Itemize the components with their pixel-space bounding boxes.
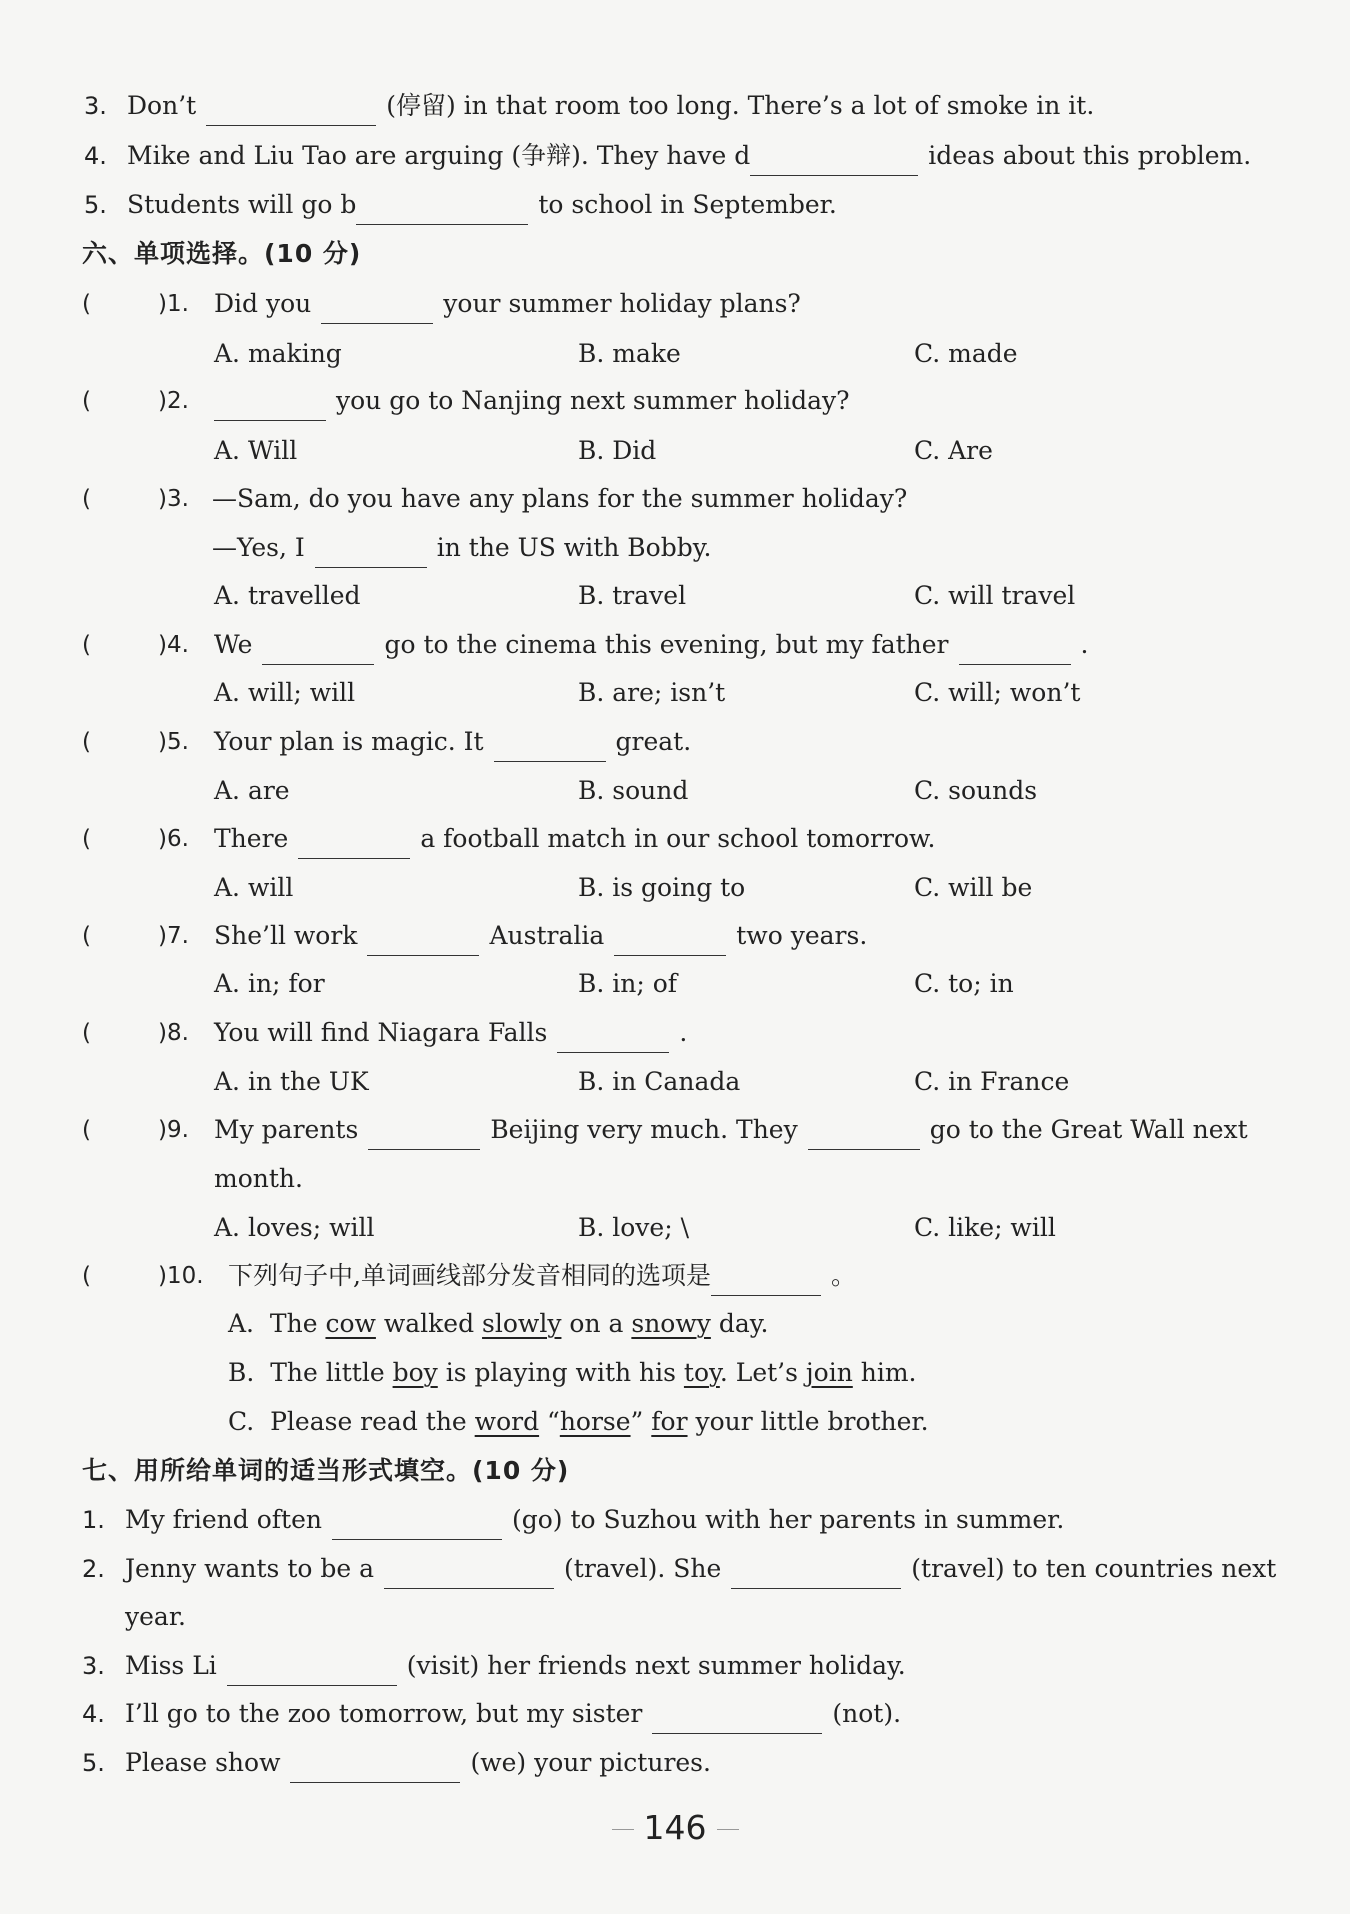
option-c[interactable]: C. like; will bbox=[914, 1213, 1056, 1242]
underlined-word: join bbox=[805, 1358, 853, 1387]
option-c[interactable]: C. will be bbox=[914, 873, 1033, 902]
question-text: (not). bbox=[832, 1699, 902, 1728]
underlined-word: slowly bbox=[482, 1309, 562, 1338]
answer-blank[interactable] bbox=[557, 1022, 669, 1053]
answer-blank[interactable] bbox=[356, 194, 528, 225]
question-text: month. bbox=[214, 1164, 303, 1193]
question-text: We bbox=[214, 630, 253, 659]
option-a[interactable]: A. Will bbox=[214, 436, 298, 465]
option-c[interactable]: C. made bbox=[914, 339, 1018, 368]
option-a[interactable]: A. will bbox=[214, 873, 294, 902]
question-text: (停留) in that room too long. There’s a lot of smoke in it. bbox=[386, 91, 1095, 120]
answer-blank[interactable] bbox=[711, 1265, 821, 1296]
question-text: Did you bbox=[214, 289, 312, 318]
question-text: (travel) to ten countries next bbox=[911, 1554, 1277, 1583]
question-text: ideas about this problem. bbox=[928, 141, 1252, 170]
option-b[interactable]: B. sound bbox=[578, 776, 689, 805]
question-text: go to the Great Wall next bbox=[929, 1115, 1248, 1144]
question-text: I’ll go to the zoo tomorrow, but my sister bbox=[125, 1699, 643, 1728]
question-text: your summer holiday plans? bbox=[443, 289, 801, 318]
underlined-word: cow bbox=[325, 1309, 376, 1338]
option-b[interactable]: B. Did bbox=[578, 436, 657, 465]
question-text: Beijing very much. They bbox=[490, 1115, 798, 1144]
question-text: (travel). She bbox=[564, 1554, 722, 1583]
answer-blank[interactable] bbox=[214, 390, 326, 421]
underlined-word: boy bbox=[392, 1358, 438, 1387]
option-c[interactable]: C. will; won’t bbox=[914, 678, 1081, 707]
option-c[interactable]: C. to; in bbox=[914, 969, 1014, 998]
answer-blank[interactable] bbox=[332, 1509, 502, 1540]
option-a[interactable]: A. will; will bbox=[214, 678, 356, 707]
question-text: —Sam, do you have any plans for the summer holiday? bbox=[212, 484, 908, 513]
answer-blank[interactable] bbox=[731, 1558, 901, 1589]
underlined-word: horse bbox=[559, 1407, 631, 1436]
answer-blank[interactable] bbox=[290, 1752, 460, 1783]
question-text: two years. bbox=[736, 921, 868, 950]
underlined-word: snowy bbox=[631, 1309, 711, 1338]
answer-blank[interactable] bbox=[808, 1119, 920, 1150]
option-b[interactable]: B. The little boy is playing with his toy. Let’s join him. bbox=[228, 1358, 917, 1387]
question-text: in the US with Bobby. bbox=[436, 533, 712, 562]
section-heading-6: 六、单项选择。(10 分) bbox=[82, 239, 362, 268]
section-heading-7: 七、用所给单词的适当形式填空。(10 分) bbox=[82, 1456, 570, 1485]
answer-blank[interactable] bbox=[262, 634, 374, 665]
underlined-word: for bbox=[651, 1407, 688, 1436]
option-b[interactable]: B. make bbox=[578, 339, 681, 368]
question-text: Don’t bbox=[127, 91, 197, 120]
question-text: Australia bbox=[489, 921, 605, 950]
option-c[interactable]: C. Please read the word “horse” for your little brother. bbox=[228, 1407, 929, 1436]
option-a[interactable]: A. loves; will bbox=[214, 1213, 375, 1242]
option-a[interactable]: A. travelled bbox=[214, 581, 361, 610]
question-text: —Yes, I bbox=[212, 533, 305, 562]
question-text: you go to Nanjing next summer holiday? bbox=[336, 386, 850, 415]
option-a[interactable]: A. The cow walked slowly on a snowy day. bbox=[228, 1309, 769, 1338]
question-text: (visit) her friends next summer holiday. bbox=[406, 1651, 906, 1680]
option-b[interactable]: B. is going to bbox=[578, 873, 746, 902]
option-a[interactable]: A. making bbox=[214, 339, 342, 368]
answer-blank[interactable] bbox=[368, 1119, 480, 1150]
option-c[interactable]: C. will travel bbox=[914, 581, 1076, 610]
underlined-word: toy bbox=[683, 1358, 720, 1387]
question-text: Miss Li bbox=[125, 1651, 217, 1680]
question-text: There bbox=[214, 824, 289, 853]
answer-blank[interactable] bbox=[206, 95, 376, 126]
question-text: 下列句子中,单词画线部分发音相同的选项是 bbox=[228, 1261, 711, 1290]
question-text: great. bbox=[615, 727, 692, 756]
question-text: a football match in our school tomorrow. bbox=[420, 824, 936, 853]
option-b[interactable]: B. in; of bbox=[578, 969, 678, 998]
option-c[interactable]: C. in France bbox=[914, 1067, 1070, 1096]
question-text: go to the cinema this evening, but my father bbox=[384, 630, 949, 659]
question-text: My friend often bbox=[125, 1505, 322, 1534]
worksheet-page: 3. Don’t (停留) in that room too long. There’s a lot of smoke in it. 4. Mike and Liu Tao are arguing (争辩). They have d ideas about this problem. 5. Students will go b to school in September. 六、单项选择。(10 分) ( )1. Did you your summer holiday plans? A. making B. make C. made ( )2. you go to Nanjing next summer holiday? A. Will B. Did C. Are ( )3. —Sam, do you have any plans for the summer holiday? —Yes, I in the US with Bobby. A. travelled B. travel C. will travel ( )4. We go to the cinema this evening, but my father . A. will; will B. are; isn’t C. will; won’t ( )5. Your plan is magic. It great. A. are B. sound C. sounds ( )6. There a football match in our school tomorrow. A. will B. is going to C. will be ( )7. She’ll work Australia two years. A. in; for B. in; of C. to; in ( )8. You will find Niagara Falls . A. in the UK B. in Canada C. in France ( )9. My parents Beijing very much. They go to the Great Wall next month. A. loves; will B. love; \ C. like; will ( )10. 下列句子中,单词画线部分发音相同的选项是 。 A. The cow walked slowly on a snowy day. B. The little boy is playing with his toy. Let’s join him. C. Please read the word “horse” for your little brother. 七、用所给单词的适当形式填空。(10 分) 1. My friend often (go) to Suzhou with her parents in summer. 2. Jenny wants to be a (travel). She (travel) to ten countries next year. 3. Miss Li (visit) her friends next summer holiday. 4. I’ll go to the zoo tomorrow, but my sister (not). 5. Please show (we) your pictures. 146 bbox=[0, 0, 1350, 1914]
question-text: Mike and Liu Tao are arguing (争辩). They have d bbox=[127, 141, 751, 170]
answer-blank[interactable] bbox=[652, 1703, 822, 1734]
question-text: You will find Niagara Falls bbox=[214, 1018, 548, 1047]
answer-blank[interactable] bbox=[750, 145, 918, 176]
option-c[interactable]: C. Are bbox=[914, 436, 993, 465]
question-text: My parents bbox=[214, 1115, 359, 1144]
option-a[interactable]: A. in the UK bbox=[214, 1067, 369, 1096]
underlined-word: word bbox=[474, 1407, 540, 1436]
option-a[interactable]: A. are bbox=[214, 776, 290, 805]
answer-blank[interactable] bbox=[227, 1655, 397, 1686]
question-text: (we) your pictures. bbox=[470, 1748, 711, 1777]
question-text: year. bbox=[125, 1602, 186, 1631]
question-text: Jenny wants to be a bbox=[125, 1554, 375, 1583]
question-text: to school in September. bbox=[538, 190, 837, 219]
question-text: Please show bbox=[125, 1748, 281, 1777]
answer-blank[interactable] bbox=[959, 634, 1071, 665]
answer-blank[interactable] bbox=[367, 925, 479, 956]
option-a[interactable]: A. in; for bbox=[214, 969, 325, 998]
answer-blank[interactable] bbox=[321, 293, 433, 324]
question-text: Students will go b bbox=[127, 190, 357, 219]
answer-blank[interactable] bbox=[315, 537, 427, 568]
option-c[interactable]: C. sounds bbox=[914, 776, 1038, 805]
answer-blank[interactable] bbox=[614, 925, 726, 956]
answer-blank[interactable] bbox=[298, 828, 410, 859]
question-text: (go) to Suzhou with her parents in summer. bbox=[511, 1505, 1065, 1534]
option-b[interactable]: B. love; \ bbox=[578, 1213, 690, 1242]
question-text: She’ll work bbox=[214, 921, 358, 950]
option-b[interactable]: B. travel bbox=[578, 581, 687, 610]
answer-blank[interactable] bbox=[494, 731, 606, 762]
page-number: 146 bbox=[0, 1808, 1350, 1847]
question-text: Your plan is magic. It bbox=[214, 727, 484, 756]
option-b[interactable]: B. are; isn’t bbox=[578, 678, 726, 707]
answer-blank[interactable] bbox=[384, 1558, 554, 1589]
option-b[interactable]: B. in Canada bbox=[578, 1067, 741, 1096]
